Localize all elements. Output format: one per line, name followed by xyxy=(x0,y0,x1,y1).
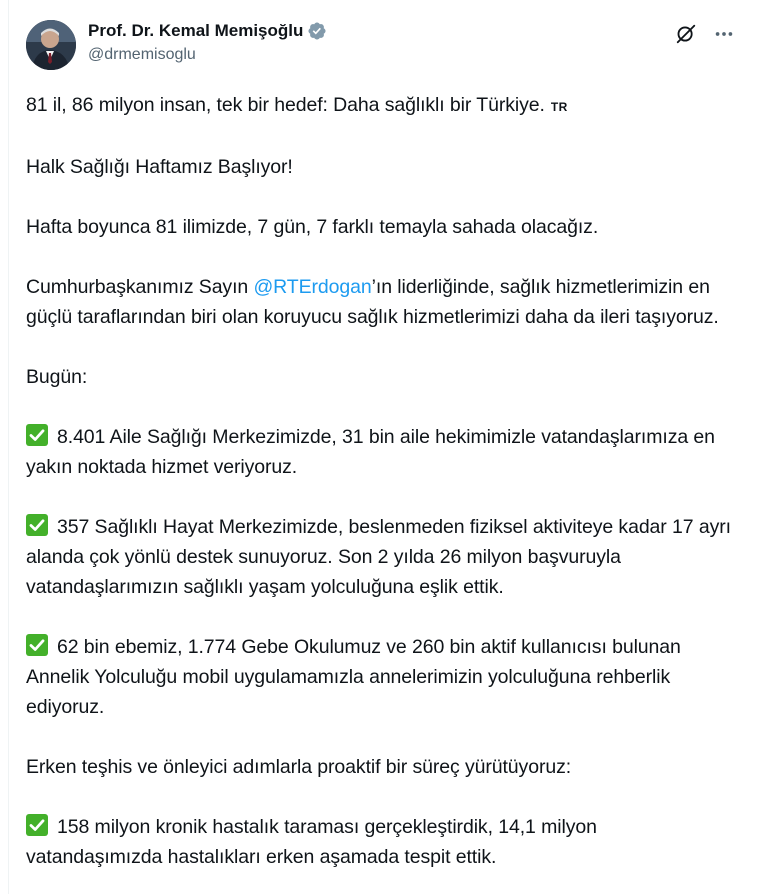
tweet-paragraph xyxy=(26,272,736,332)
tweet-paragraph xyxy=(26,90,736,122)
author-name-row[interactable] xyxy=(88,20,327,42)
tweet-text-segment: ’ın liderliğinde, sağlık hizmetlerimizin en güçlü taraflarından biri olan koruyucu sağlık hizmetlerimizi daha da ileri taşıyoruz. xyxy=(26,276,719,328)
tweet-paragraph: Halk Sağlığı Haftamız Başlıyor! xyxy=(26,156,293,178)
check-mark-icon xyxy=(26,424,48,446)
check-mark-icon xyxy=(26,814,48,836)
tweet-header xyxy=(26,16,746,76)
tweet-paragraph: Hafta boyunca 81 ilimizde, 7 gün, 7 farklı temayla sahada olacağız. xyxy=(26,216,599,238)
avatar[interactable] xyxy=(26,20,76,70)
tweet-text xyxy=(26,90,736,872)
language-badge: TR xyxy=(550,100,568,114)
author-display-name[interactable]: Prof. Dr. Kemal Memişoğlu xyxy=(88,21,304,40)
timeline-divider xyxy=(8,0,9,894)
mention-link[interactable]: @RTErdogan xyxy=(253,276,372,298)
tweet-list-item xyxy=(26,632,736,722)
tweet-paragraph: Bugün: xyxy=(26,366,88,388)
check-mark-icon xyxy=(26,634,48,656)
tweet-list-item xyxy=(26,812,736,872)
check-mark-icon xyxy=(26,514,48,536)
tweet-paragraph: Erken teşhis ve önleyici adımlarla proaktif bir süreç yürütüyoruz: xyxy=(26,756,572,778)
list-item-text: 62 bin ebemiz, 1.774 Gebe Okulumuz ve 260 bin aktif kullanıcısı bulunan Annelik Yolculuğu mobil uygulamamızla annelerimizin yolculuğuna rehberlik ediyoruz. xyxy=(26,636,681,718)
tweet-line-intro: 81 il, 86 milyon insan, tek bir hedef: Daha sağlıklı bir Türkiye. xyxy=(26,94,545,116)
list-item-text: 8.401 Aile Sağlığı Merkezimizde, 31 bin aile hekimimizle vatandaşlarımıza en yakın noktada hizmet veriyoruz. xyxy=(26,426,715,478)
more-options-icon[interactable] xyxy=(712,22,736,46)
author-handle[interactable]: @drmemisoglu xyxy=(88,46,196,63)
list-item-text: 158 milyon kronik hastalık taraması gerçekleştirdik, 14,1 milyon vatandaşımızda hastalıkları erken aşamada tespit ettik. xyxy=(26,816,597,868)
grok-icon[interactable] xyxy=(674,22,698,46)
tweet-list-item xyxy=(26,512,736,602)
verified-badge-icon[interactable] xyxy=(307,21,327,41)
list-item-text: 357 Sağlıklı Hayat Merkezimizde, beslenmeden fiziksel aktiviteye kadar 17 ayrı alanda çok yönlü destek sunuyoruz. Son 2 yılda 26 milyon başvuruyla vatandaşlarımızın sağlıklı yaşam yolculuğuna eşlik ettik. xyxy=(26,516,731,598)
tweet-list-item xyxy=(26,422,736,482)
tweet-text-segment: Cumhurbaşkanımız Sayın xyxy=(26,276,254,298)
